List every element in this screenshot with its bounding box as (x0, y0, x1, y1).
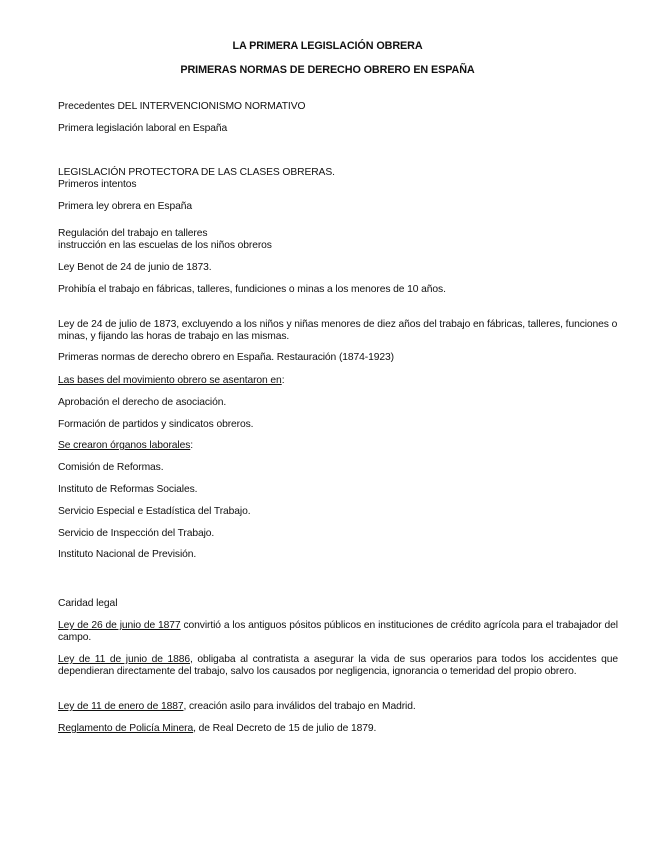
organos-heading-paragraph (58, 440, 618, 452)
instruccion-escuelas: instrucción en las escuelas de los niños obreros (58, 240, 272, 251)
primera-legislacion-heading: Primera legislación laboral en España (58, 123, 228, 134)
law-link[interactable]: Ley de 11 de enero de 1887 (58, 701, 184, 712)
law-text: , creación asilo para inválidos del trabajo en Madrid. (183, 701, 416, 712)
list-item: Formación de partidos y sindicatos obreros. (58, 419, 254, 430)
primeros-intentos: Primeros intentos (58, 179, 137, 190)
ley-benot: Ley Benot de 24 de junio de 1873. (58, 262, 212, 273)
bases-heading-paragraph (58, 375, 618, 387)
caridad-legal-heading: Caridad legal (58, 598, 118, 609)
list-item: Servicio Especial e Estadística del Trabajo. (58, 506, 251, 517)
list-item: Instituto de Reformas Sociales. (58, 484, 198, 495)
precedentes-heading: Precedentes DEL INTERVENCIONISMO NORMATIVO (58, 101, 306, 112)
primeras-normas-restauracion: Primeras normas de derecho obrero en España. Restauración (1874-1923) (58, 352, 394, 363)
document-subtitle: PRIMERAS NORMAS DE DERECHO OBRERO EN ESPAÑA (180, 64, 475, 76)
law-paragraph (58, 723, 618, 735)
primera-ley-obrera: Primera ley obrera en España (58, 201, 192, 212)
list-item: Comisión de Reformas. (58, 462, 164, 473)
law-paragraph (58, 654, 618, 678)
list-item: Aprobación el derecho de asociación. (58, 397, 227, 408)
legislacion-protectora-heading: LEGISLACIÓN PROTECTORA DE LAS CLASES OBRERAS. (58, 167, 335, 178)
law-link[interactable]: Ley de 11 de junio de 1886 (58, 654, 191, 665)
law-link[interactable]: Reglamento de Policía Minera (58, 723, 194, 734)
organos-heading: Se crearon órganos laborales (58, 440, 191, 451)
law-text: , de Real Decreto de 15 de julio de 1879. (193, 723, 377, 734)
bases-heading: Las bases del movimiento obrero se asentaron en (58, 375, 282, 386)
bases-colon: : (281, 375, 285, 386)
list-item: Servicio de Inspección del Trabajo. (58, 528, 215, 539)
prohibia-trabajo: Prohibía el trabajo en fábricas, talleres, fundiciones o minas a los menores de 10 años. (58, 284, 446, 295)
regulacion-talleres: Regulación del trabajo en talleres (58, 228, 208, 239)
law-text: convirtió a los antiguos pósitos públicos en instituciones de crédito agrícola para el trabajador del campo. (58, 620, 618, 643)
list-item: Instituto Nacional de Previsión. (58, 549, 197, 560)
law-paragraph (58, 620, 618, 644)
organos-colon: : (190, 440, 194, 451)
document-title: LA PRIMERA LEGISLACIÓN OBRERA (232, 40, 423, 52)
law-text: , obligaba al contratista a asegurar la vida de sus operarios para todos los accidentes que dependieran directamente del trabajo, salvo los causados por negligencia, ignorancia o temeridad del propio obrero. (58, 654, 618, 677)
law-link[interactable]: Ley de 26 de junio de 1877 (58, 620, 181, 631)
ley-24-julio-1873: Ley de 24 de julio de 1873, excluyendo a los niños y niñas menores de diez años del trabajo en fábricas, talleres, funciones o minas, y fijando las horas de trabajo en las mismas. (58, 319, 618, 342)
law-paragraph (58, 701, 618, 713)
